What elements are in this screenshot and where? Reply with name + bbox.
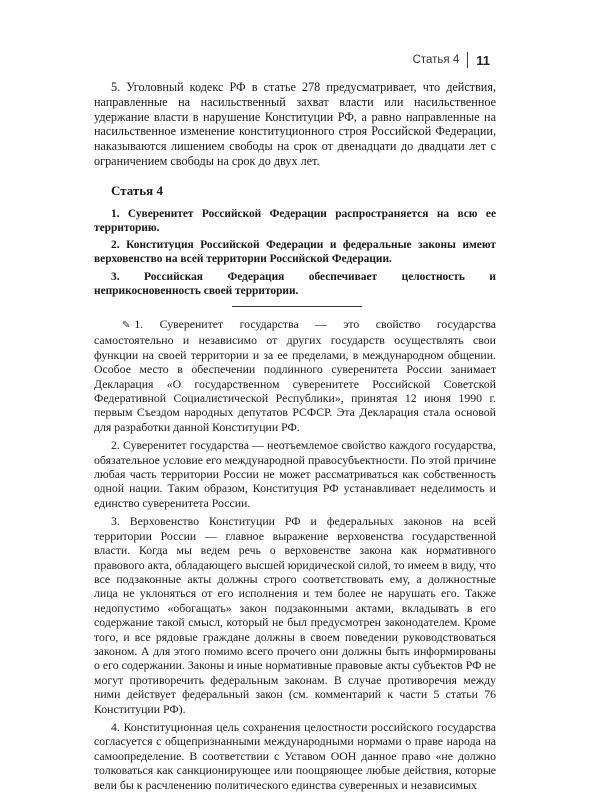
commentary-pen-icon: ✎ <box>122 320 131 331</box>
commentary-paragraph-4: 4. Конституционная цель сохранения целостности российского государства согласуется с общепризнанными международными нормами о праве народа на самоопределение. В соответствии с Уставом ООН данное право «не должно толковаться как санкционирующее или поощряющее любые действия, которые вели бы к расчленению политического единства суверенных и независимых <box>94 719 496 792</box>
article-clause-2: 2. Конституция Российской Федерации и федеральные законы имеют верховенство на всей территории Российской Федерации. <box>94 239 496 266</box>
commentary-text-1: 1. Суверенитет государства — это свойство государства самостоятельно и независимо от других государств осуществлять свои функции на своей территории и за ее пределами, в международном общении. Особое место в обеспечении подлинного суверенитета России занимает Декларация «О государственном суверенитете Российской Советской Федеративной Социалистической Республики», принятая 12 июня 1990 г. первым Съездом народных депутатов РСФСР. Эта Декларация стала основой для разработки данной Конституции РФ. <box>94 317 496 434</box>
section-divider <box>232 306 362 307</box>
article-title: Статья 4 <box>111 182 163 198</box>
running-header <box>0 50 490 70</box>
commentary-paragraph-3: 3. Верховенство Конституции РФ и федеральных законов на всей территории России — главное выражение верховенства государственной власти. Когда мы ведем речь о верховенстве закона как нормативного правового акта, обладающего высшей юридической силой, то имеем в виду, что все подзаконные акты должны строго соответствовать ему, а должностные лица не уклоняться от его исполнения и тем более не нарушать его. Также недопустимо «обогащать» закон подзаконными актами, вкладывать в его содержание такой смысл, который не был предусмотрен законодателем. Кроме того, и все рядовые граждане должны в своем поведении руководствоваться законом. А для этого помимо всего прочего они должны быть информированы о его содержании. Законы и иные нормативные правовые акты субъектов РФ не могут противоречить федеральным законам. В случае противоречия между ними действует федеральный закон (см. комментарий к части 5 статьи 76 Конституции РФ). <box>94 514 496 716</box>
page-body <box>94 80 496 792</box>
article-clause-3: 3. Российская Федерация обеспечивает целостность и неприкосновенность своей территории. <box>94 270 496 297</box>
intro-paragraph: 5. Уголовный кодекс РФ в статье 278 предусматривает, что действия, направленные на насильственный захват власти или насильственное удержание власти в нарушение Конституции РФ, а равно направленные на насильственное изменение конституционного строя Российской Федерации, наказываются лишением свободы на срок от двенадцати до двадцати лет с ограничением свободы на срок до двух лет. <box>94 80 496 168</box>
header-separator <box>467 52 468 68</box>
commentary-paragraph-1 <box>94 317 496 434</box>
page-number: 11 <box>476 52 490 68</box>
article-clause-1: 1. Суверенитет Российской Федерации распространяется на всю ее территорию. <box>94 207 496 234</box>
commentary-paragraph-2: 2. Суверенитет государства — неотъемлемое свойство каждого государства, обязательное условие его международной правосубъектности. По этой причине любая часть территории России не может рассматриваться как собственность одной нации. Таким образом, Конституция РФ устанавливает неделимость и единство суверенитета России. <box>94 438 496 510</box>
header-article-title: Статья 4 <box>412 54 460 66</box>
